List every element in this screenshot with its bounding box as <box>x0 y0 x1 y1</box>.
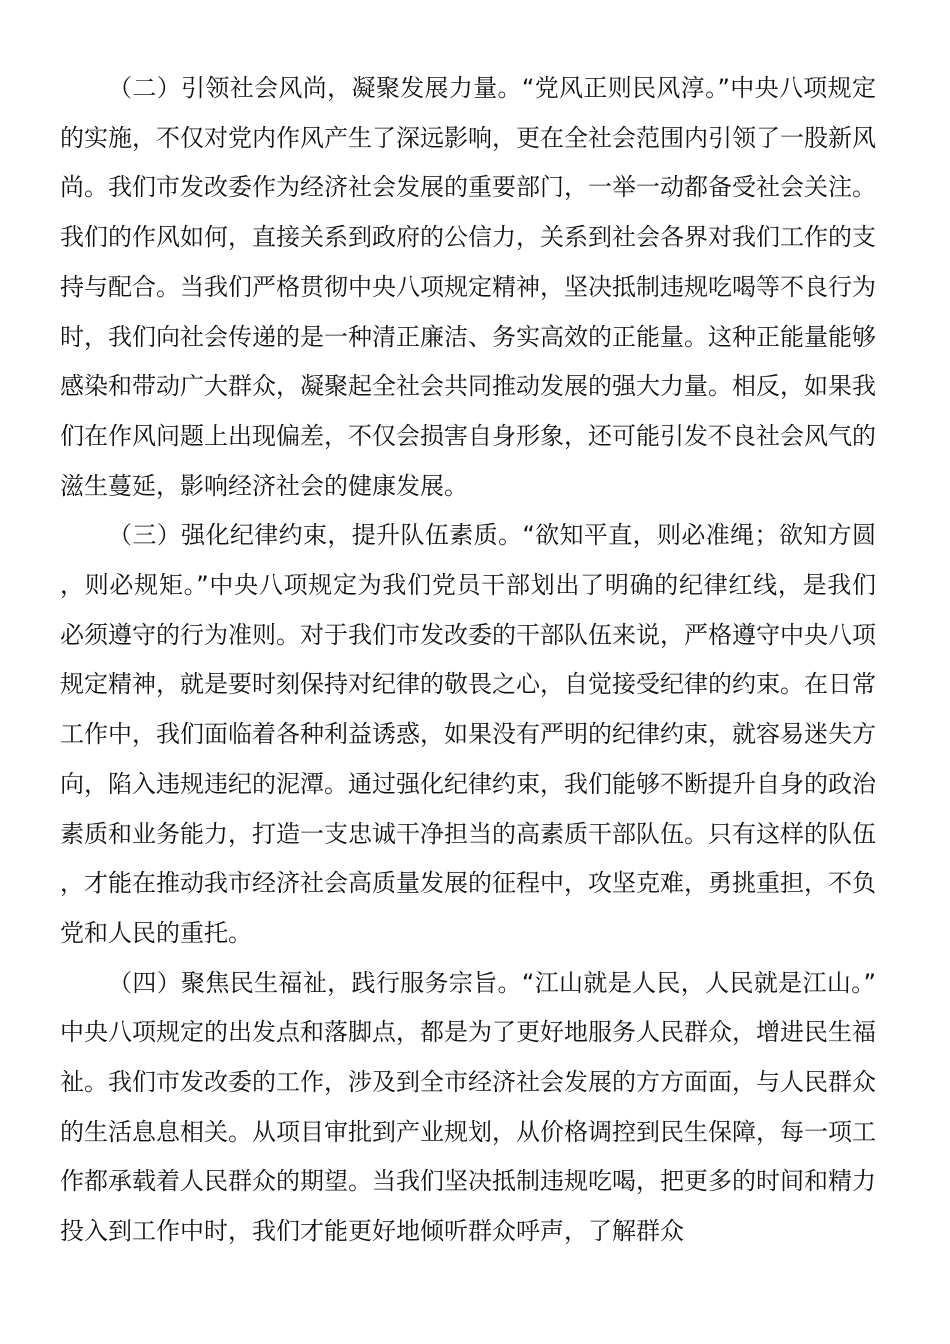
document-page <box>60 64 876 1304</box>
paragraph-3-discipline: （三）强化纪律约束，提升队伍素质。“欲知平直，则必准绳；欲知方圆，则必规矩。”中央八项规定为我们党员干部划出了明确的纪律红线，是我们必须遵守的行为准则。对于我们市发改委的干部队伍来说，严格遵守中央八项规定精神，就是要时刻保持对纪律的敬畏之心，自觉接受纪律的约束。在日常工作中，我们面临着各种利益诱惑，如果没有严明的纪律约束，就容易迷失方向，陷入违规违纪的泥潭。通过强化纪律约束，我们能够不断提升自身的政治素质和业务能力，打造一支忠诚干净担当的高素质干部队伍。只有这样的队伍，才能在推动我市经济社会高质量发展的征程中，攻坚克难，勇挑重担，不负党和人民的重托。 <box>60 521 876 947</box>
paragraph-2-social-ethos: （二）引领社会风尚，凝聚发展力量。“党风正则民风淳。”中央八项规定的实施，不仅对党内作风产生了深远影响，更在全社会范围内引领了一股新风尚。我们市发改委作为经济社会发展的重要部门，一举一动都备受社会关注。我们的作风如何，直接关系到政府的公信力，关系到社会各界对我们工作的支持与配合。当我们严格贯彻中央八项规定精神，坚决抵制违规吃喝等不良行为时，我们向社会传递的是一种清正廉洁、务实高效的正能量。这种正能量能够感染和带动广大群众，凝聚起全社会共同推动发展的强大力量。相反，如果我们在作风问题上出现偏差，不仅会损害自身形象，还可能引发不良社会风气的滋生蔓延，影响经济社会的健康发展。 <box>60 74 876 500</box>
paragraph-4-livelihood: （四）聚焦民生福祉，践行服务宗旨。“江山就是人民，人民就是江山。”中央八项规定的出发点和落脚点，都是为了更好地服务人民群众，增进民生福祉。我们市发改委的工作，涉及到全市经济社会发展的方方面面，与人民群众的生活息息相关。从项目审批到产业规划，从价格调控到民生保障，每一项工作都承载着人民群众的期望。当我们坚决抵制违规吃喝，把更多的时间和精力投入到工作中时，我们才能更好地倾听群众呼声，了解群众 <box>60 968 876 1246</box>
